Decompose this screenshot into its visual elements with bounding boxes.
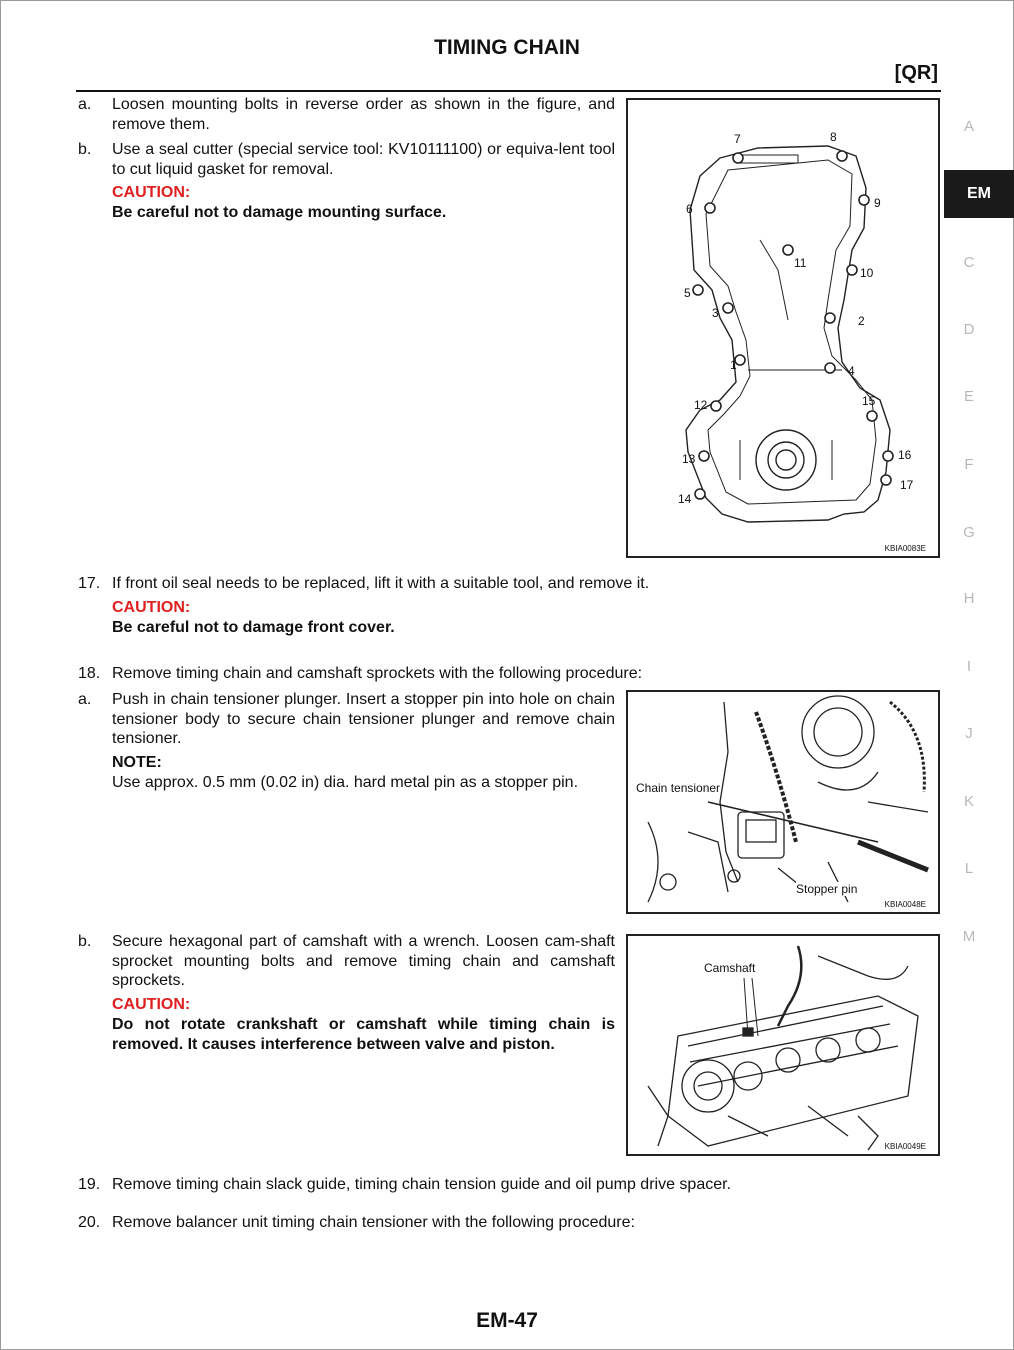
camshaft-figure — [626, 934, 940, 1156]
bolt-label: 3 — [712, 306, 719, 320]
chain-tensioner-drawing — [628, 692, 938, 912]
step-17-text: If front oil seal needs to be replaced, lift it with a suitable tool, and remove it. — [112, 575, 650, 592]
bolt-label: 12 — [694, 398, 708, 412]
step-20-text: Remove balancer unit timing chain tensioner with the following procedure: — [112, 1214, 635, 1231]
step-18-text: Remove timing chain and camshaft sprockets with the following procedure: — [112, 665, 643, 682]
note-text: Use approx. 0.5 mm (0.02 in) dia. hard metal pin as a stopper pin. — [112, 774, 579, 791]
bolt-label: 5 — [684, 286, 691, 300]
section-tab-i[interactable]: I — [966, 658, 972, 675]
section-tab-l[interactable]: L — [964, 860, 974, 877]
step-19-marker: 19. — [78, 1176, 101, 1193]
camshaft-label: Camshaft — [704, 961, 756, 975]
step-19-text: Remove timing chain slack guide, timing chain tension guide and oil pump drive spacer. — [112, 1176, 732, 1193]
step-b-marker: b. — [78, 141, 92, 158]
bolt-label: 6 — [686, 202, 693, 216]
camshaft-drawing — [628, 936, 938, 1154]
bolt-label: 7 — [734, 132, 741, 146]
bolt-label: 2 — [858, 314, 865, 328]
step-a-marker: a. — [78, 691, 92, 708]
section-tab-k[interactable]: K — [963, 793, 974, 810]
figure-id: KBIA0048E — [884, 900, 926, 909]
step-a-text: Push in chain tensioner plunger. Insert a stopper pin into hole on chain tensioner body to secure chain tensioner plunger and remove chain tensioner. — [112, 691, 615, 747]
page-number: EM-47 — [476, 1309, 538, 1332]
bolt-label: 9 — [874, 196, 881, 210]
section-tab-m[interactable]: M — [962, 928, 976, 945]
bolt-label: 15 — [862, 394, 876, 408]
bolt-label: 10 — [860, 266, 874, 280]
bolt-label: 14 — [678, 492, 692, 506]
chain-tensioner-figure — [626, 690, 940, 914]
bolt-label: 4 — [848, 364, 855, 378]
bolt-label: 1 — [730, 358, 737, 372]
front-cover-figure — [626, 98, 940, 558]
chain-tensioner-label: Chain tensioner — [636, 781, 721, 795]
figure-id: KBIA0049E — [884, 1142, 926, 1151]
step-b-text: Secure hexagonal part of camshaft with a wrench. Loosen cam-shaft sprocket mounting bolts and remove timing chain and camshaft sprockets. — [112, 933, 615, 989]
bolt-label: 17 — [900, 478, 914, 492]
section-tab-c[interactable]: C — [963, 254, 975, 271]
caution-label: CAUTION: — [112, 599, 191, 616]
caution-text: Be careful not to damage front cover. — [112, 619, 395, 636]
step-b-marker: b. — [78, 933, 92, 950]
section-tab-j[interactable]: J — [965, 725, 973, 742]
step-a-marker: a. — [78, 96, 92, 113]
section-tab-em[interactable]: EM — [944, 170, 1014, 218]
page-title: TIMING CHAIN — [434, 36, 580, 59]
bolt-label: 16 — [898, 448, 912, 462]
step-20-marker: 20. — [78, 1214, 101, 1231]
section-tab-a[interactable]: A — [963, 118, 974, 135]
front-cover-drawing — [628, 100, 938, 556]
step-b-text: Use a seal cutter (special service tool: KV10111100) or equiva-lent tool to cut liquid gasket for removal. — [112, 141, 615, 178]
stopper-pin-label: Stopper pin — [796, 882, 858, 896]
caution-text: Do not rotate crankshaft or camshaft while timing chain is removed. It causes interference between valve and piston. — [112, 1016, 615, 1053]
section-tab-e[interactable]: E — [963, 388, 974, 405]
step-a-text: Loosen mounting bolts in reverse order as shown in the figure, and remove them. — [112, 96, 615, 133]
section-tab-f[interactable]: F — [964, 456, 974, 473]
figure-id: KBIA0083E — [884, 544, 926, 553]
bolt-label: 11 — [794, 256, 807, 270]
engine-tag: [QR] — [894, 62, 938, 84]
bolt-label: 8 — [830, 130, 837, 144]
bolt-label: 13 — [682, 452, 696, 466]
caution-label: CAUTION: — [112, 184, 191, 201]
section-tab-h[interactable]: H — [963, 590, 975, 607]
step-18-marker: 18. — [78, 665, 101, 682]
section-tab-g[interactable]: G — [963, 524, 975, 541]
caution-label: CAUTION: — [112, 996, 191, 1013]
header-rule — [76, 90, 941, 92]
step-17-marker: 17. — [78, 575, 101, 592]
section-tab-d[interactable]: D — [963, 321, 975, 338]
note-label: NOTE: — [112, 754, 162, 771]
caution-text: Be careful not to damage mounting surface. — [112, 204, 447, 221]
